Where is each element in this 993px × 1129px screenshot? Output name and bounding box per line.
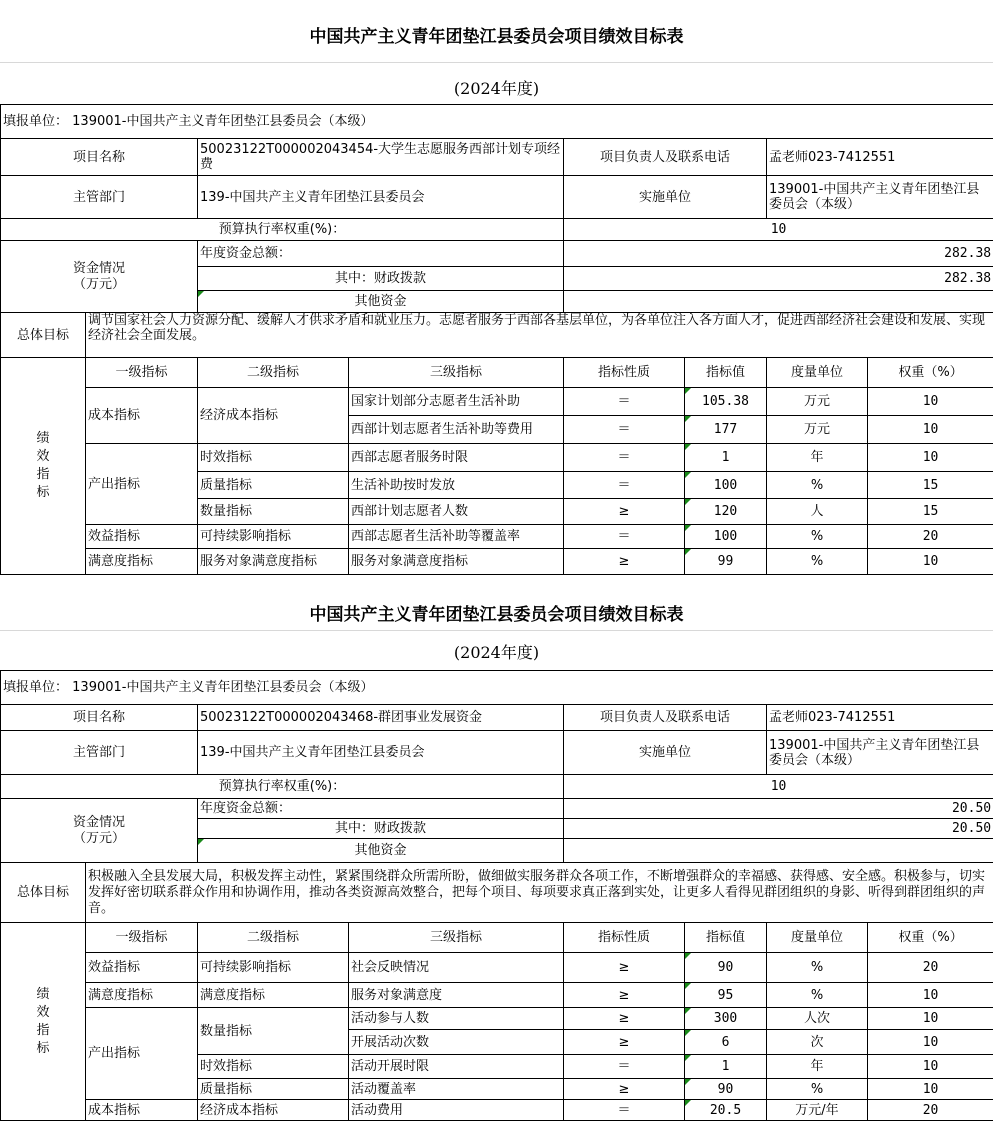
l3-cell: 国家计划部分志愿者生活补助 <box>349 388 564 416</box>
performance-table <box>0 670 993 1121</box>
l2-cell: 服务对象满意度指标 <box>198 549 349 575</box>
funds-other-label: 其他资金 <box>198 291 564 313</box>
l3-cell: 西部计划志愿者人数 <box>349 499 564 525</box>
weight-cell: 10 <box>868 549 993 575</box>
reporting-unit-label: 填报单位： <box>3 680 69 695</box>
op-cell: ＝ <box>564 1055 685 1079</box>
value-cell: 90 <box>685 1079 767 1100</box>
value-cell: 1 <box>685 444 767 472</box>
unit-cell: % <box>767 549 868 575</box>
unit-cell: 年 <box>767 1055 868 1079</box>
header-cell: 度量单位 <box>767 358 868 388</box>
funds-label: 资金情况（万元） <box>1 799 198 863</box>
l3-cell: 西部志愿者生活补助等覆盖率 <box>349 525 564 549</box>
perf-label: 绩效指标 <box>1 358 86 575</box>
reporting-unit-value: 139001-中国共产主义青年团垫江县委员会（本级） <box>72 680 374 695</box>
value-cell: 300 <box>685 1008 767 1030</box>
reporting-unit-label: 填报单位： <box>3 114 69 129</box>
weight-cell: 10 <box>868 983 993 1008</box>
table-row <box>1 983 993 1008</box>
l3-cell: 服务对象满意度指标 <box>349 549 564 575</box>
header-cell: 权重（%） <box>868 923 993 953</box>
impl-value: 139001-中国共产主义青年团垫江县委员会（本级） <box>767 731 993 775</box>
table-row <box>1 953 993 983</box>
l3-cell: 生活补助按时发放 <box>349 472 564 499</box>
project-name-label: 项目名称 <box>1 705 198 731</box>
weight-cell: 15 <box>868 472 993 499</box>
header-cell: 度量单位 <box>767 923 868 953</box>
header-cell: 指标值 <box>685 358 767 388</box>
l2-cell: 时效指标 <box>198 1055 349 1079</box>
unit-cell: % <box>767 525 868 549</box>
header-cell: 指标值 <box>685 923 767 953</box>
l3-cell: 西部计划志愿者生活补助等费用 <box>349 416 564 444</box>
l3-cell: 服务对象满意度 <box>349 983 564 1008</box>
goal-label: 总体目标 <box>1 313 86 358</box>
project-name-value: 50023122T000002043468-群团事业发展资金 <box>198 705 564 731</box>
funds-fiscal-label: 其中：财政拨款 <box>198 267 564 291</box>
l2-cell: 数量指标 <box>198 1008 349 1055</box>
header-cell: 三级指标 <box>349 923 564 953</box>
op-cell: ≥ <box>564 499 685 525</box>
weight-cell: 15 <box>868 499 993 525</box>
l3-cell: 开展活动次数 <box>349 1030 564 1055</box>
project-name-label: 项目名称 <box>1 139 198 176</box>
reporting-unit-value: 139001-中国共产主义青年团垫江县委员会（本级） <box>72 114 374 129</box>
manager-label: 项目负责人及联系电话 <box>564 705 767 731</box>
form-title: 中国共产主义青年团垫江县委员会项目绩效目标表 <box>309 27 684 47</box>
performance-table <box>0 104 993 575</box>
funds-fiscal-value: 20.50 <box>564 819 993 839</box>
weight-cell: 10 <box>868 1055 993 1079</box>
weight-cell: 20 <box>868 953 993 983</box>
unit-cell: 人 <box>767 499 868 525</box>
goal-text: 调节国家社会人力资源分配、缓解人才供求矛盾和就业压力。志愿者服务于西部各基层单位，为各单位注入各方面人才，促进西部经济社会建设和发展、实现经济社会全面发展。 <box>86 313 993 358</box>
project-name-value: 50023122T000002043454-大学生志愿服务西部计划专项经费 <box>198 139 564 176</box>
l3-cell: 活动覆盖率 <box>349 1079 564 1100</box>
l3-cell: 活动参与人数 <box>349 1008 564 1030</box>
value-cell: 6 <box>685 1030 767 1055</box>
l3-cell: 活动费用 <box>349 1100 564 1121</box>
value-cell: 120 <box>685 499 767 525</box>
op-cell: ≥ <box>564 983 685 1008</box>
header-cell: 二级指标 <box>198 358 349 388</box>
table-row <box>1 549 993 575</box>
l1-cell: 效益指标 <box>86 525 198 549</box>
unit-cell: 万元/年 <box>767 1100 868 1121</box>
l1-cell: 成本指标 <box>86 388 198 444</box>
value-cell: 90 <box>685 953 767 983</box>
unit-cell: % <box>767 953 868 983</box>
l3-cell: 西部志愿者服务时限 <box>349 444 564 472</box>
impl-label: 实施单位 <box>564 176 767 219</box>
impl-value: 139001-中国共产主义青年团垫江县委员会（本级） <box>767 176 993 219</box>
op-cell: ＝ <box>564 416 685 444</box>
dept-label: 主管部门 <box>1 176 198 219</box>
value-cell: 95 <box>685 983 767 1008</box>
header-cell: 一级指标 <box>86 923 198 953</box>
funds-total-label: 年度资金总额： <box>198 241 564 267</box>
dept-value: 139-中国共产主义青年团垫江县委员会 <box>198 731 564 775</box>
unit-cell: 人次 <box>767 1008 868 1030</box>
budget-weight-label: 预算执行率权重(%)： <box>1 219 564 241</box>
header-cell: 二级指标 <box>198 923 349 953</box>
l2-cell: 质量指标 <box>198 1079 349 1100</box>
table-row <box>1 388 993 416</box>
form-title: 中国共产主义青年团垫江县委员会项目绩效目标表 <box>309 605 684 625</box>
weight-cell: 10 <box>868 388 993 416</box>
funds-fiscal-value: 282.38 <box>564 267 993 291</box>
l3-cell: 社会反映情况 <box>349 953 564 983</box>
header-cell: 一级指标 <box>86 358 198 388</box>
goal-label: 总体目标 <box>1 863 86 923</box>
l3-cell: 活动开展时限 <box>349 1055 564 1079</box>
dept-value: 139-中国共产主义青年团垫江县委员会 <box>198 176 564 219</box>
l1-cell: 满意度指标 <box>86 983 198 1008</box>
funds-total-value: 20.50 <box>564 799 993 819</box>
op-cell: ≥ <box>564 1008 685 1030</box>
op-cell: ≥ <box>564 1079 685 1100</box>
table-row <box>1 1008 993 1030</box>
l2-cell: 时效指标 <box>198 444 349 472</box>
perf-label: 绩效指标 <box>1 923 86 1121</box>
l2-cell: 数量指标 <box>198 499 349 525</box>
budget-weight-label: 预算执行率权重(%)： <box>1 775 564 799</box>
value-cell: 99 <box>685 549 767 575</box>
value-cell: 105.38 <box>685 388 767 416</box>
weight-cell: 10 <box>868 444 993 472</box>
op-cell: ≥ <box>564 549 685 575</box>
header-cell: 三级指标 <box>349 358 564 388</box>
weight-cell: 10 <box>868 1008 993 1030</box>
op-cell: ＝ <box>564 472 685 499</box>
unit-cell: 次 <box>767 1030 868 1055</box>
goal-text: 积极融入全县发展大局，积极发挥主动性，紧紧围绕群众所需所盼，做细做实服务群众各项工作，不断增强群众的幸福感、获得感、安全感。积极参与，切实发挥好密切联系群众作用和协调作用，推动各类资源高效整合，把每个项目、每项要求真正落到实处，让更多人看得见群团组织的身影、听得到群团组织的声音。 <box>86 863 993 923</box>
l1-cell: 产出指标 <box>86 1008 198 1100</box>
l2-cell: 经济成本指标 <box>198 1100 349 1121</box>
manager-value: 孟老师023-7412551 <box>767 705 993 731</box>
l1-cell: 满意度指标 <box>86 549 198 575</box>
reporting-unit-row <box>1 671 993 705</box>
value-cell: 100 <box>685 472 767 499</box>
table-row <box>1 444 993 472</box>
l2-cell: 经济成本指标 <box>198 388 349 444</box>
op-cell: ＝ <box>564 388 685 416</box>
unit-cell: % <box>767 983 868 1008</box>
form-year: (2024年度) <box>453 79 540 98</box>
value-cell: 100 <box>685 525 767 549</box>
unit-cell: % <box>767 1079 868 1100</box>
op-cell: ＝ <box>564 525 685 549</box>
funds-label: 资金情况（万元） <box>1 241 198 313</box>
op-cell: ≥ <box>564 1030 685 1055</box>
funds-total-label: 年度资金总额： <box>198 799 564 819</box>
l1-cell: 成本指标 <box>86 1100 198 1121</box>
l1-cell: 效益指标 <box>86 953 198 983</box>
impl-label: 实施单位 <box>564 731 767 775</box>
dept-label: 主管部门 <box>1 731 198 775</box>
reporting-unit-row <box>1 105 993 139</box>
unit-cell: 万元 <box>767 416 868 444</box>
l2-cell: 质量指标 <box>198 472 349 499</box>
l2-cell: 满意度指标 <box>198 983 349 1008</box>
table-row <box>1 525 993 549</box>
l2-cell: 可持续影响指标 <box>198 953 349 983</box>
weight-cell: 10 <box>868 1030 993 1055</box>
manager-label: 项目负责人及联系电话 <box>564 139 767 176</box>
l2-cell: 可持续影响指标 <box>198 525 349 549</box>
header-cell: 权重（%） <box>868 358 993 388</box>
table-row <box>1 1100 993 1121</box>
op-cell: ＝ <box>564 444 685 472</box>
unit-cell: % <box>767 472 868 499</box>
weight-cell: 10 <box>868 416 993 444</box>
funds-other-label: 其他资金 <box>198 839 564 863</box>
op-cell: ≥ <box>564 953 685 983</box>
budget-weight-value: 10 <box>564 219 993 241</box>
funds-other-value <box>564 839 993 863</box>
funds-fiscal-label: 其中：财政拨款 <box>198 819 564 839</box>
budget-weight-value: 10 <box>564 775 993 799</box>
form-year: (2024年度) <box>453 643 540 662</box>
funds-total-value: 282.38 <box>564 241 993 267</box>
weight-cell: 10 <box>868 1079 993 1100</box>
manager-value: 孟老师023-7412551 <box>767 139 993 176</box>
value-cell: 1 <box>685 1055 767 1079</box>
weight-cell: 20 <box>868 1100 993 1121</box>
header-cell: 指标性质 <box>564 358 685 388</box>
value-cell: 177 <box>685 416 767 444</box>
header-cell: 指标性质 <box>564 923 685 953</box>
funds-other-value <box>564 291 993 313</box>
unit-cell: 年 <box>767 444 868 472</box>
weight-cell: 20 <box>868 525 993 549</box>
op-cell: ＝ <box>564 1100 685 1121</box>
value-cell: 20.5 <box>685 1100 767 1121</box>
unit-cell: 万元 <box>767 388 868 416</box>
l1-cell: 产出指标 <box>86 444 198 525</box>
